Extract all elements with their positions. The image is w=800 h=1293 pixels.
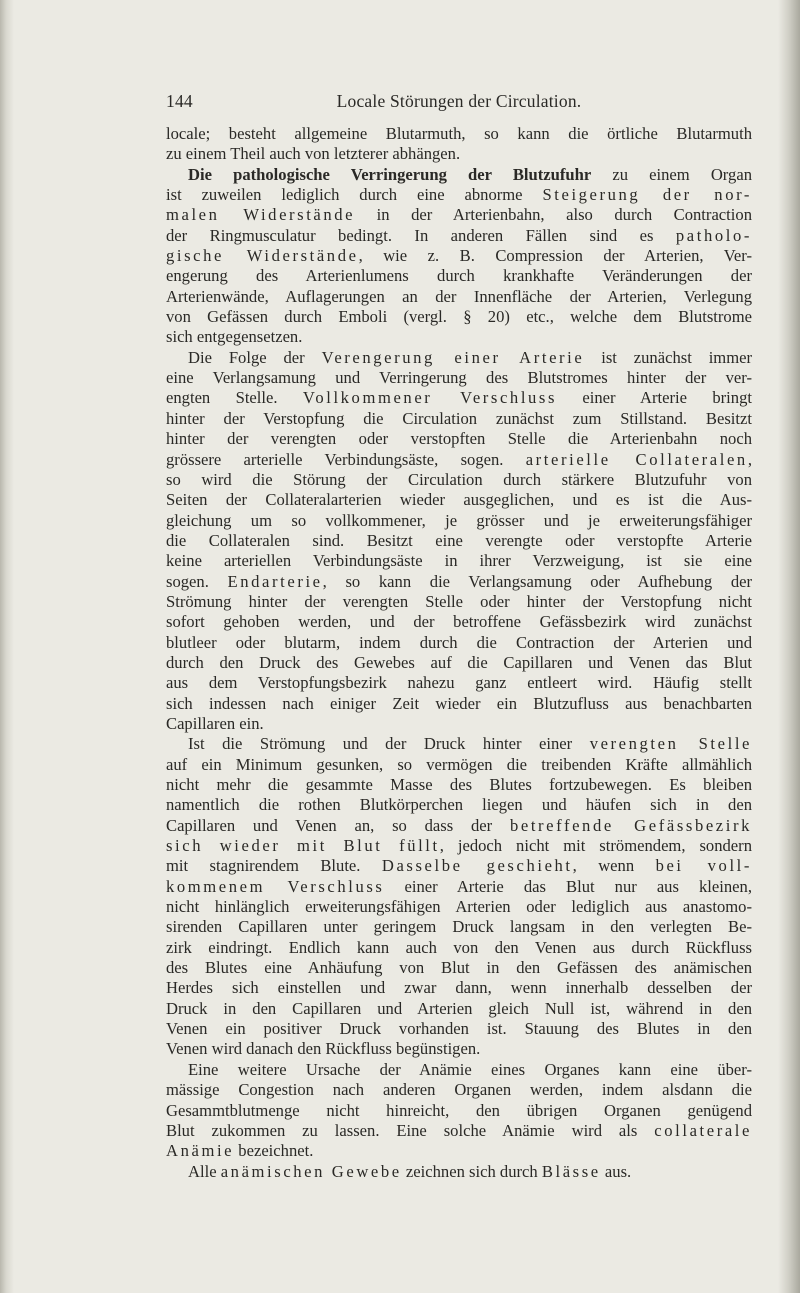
text-line <box>166 978 752 998</box>
text-line <box>166 653 752 673</box>
text-line <box>166 592 752 612</box>
text-line <box>166 144 752 164</box>
text-line <box>166 551 752 571</box>
spaced-emphasis: Verengerung einer Arterie <box>321 347 585 367</box>
text-line <box>166 917 752 937</box>
text-run: einer Arterie bringt <box>557 388 752 408</box>
text-run: zu einem Theil auch von letzterer abhängen. <box>166 144 461 164</box>
text-run: grössere arterielle Verbindungsäste, sogen. <box>166 449 526 469</box>
text-line <box>166 816 752 836</box>
spaced-emphasis: collaterale <box>654 1120 752 1140</box>
text-run: gleichung um so vollkommener, je grösser und je erweiterungsfähiger <box>166 510 752 530</box>
text-line <box>166 958 752 978</box>
text-line <box>166 531 752 551</box>
text-line <box>166 124 752 144</box>
text-run: in der Arterienbahn, also durch Contraction <box>355 205 752 225</box>
text-run: Herdes sich einstellen und zwar dann, wenn innerhalb desselben der <box>166 978 752 998</box>
text-line <box>166 633 752 653</box>
page-number: 144 <box>166 91 193 111</box>
text-line <box>166 572 752 592</box>
text-run: , jedoch nicht mit strömendem, sondern <box>439 836 752 856</box>
text-line <box>166 1162 752 1182</box>
text-line <box>166 388 752 408</box>
text-run: nicht hinlänglich erweiterungsfähigen Arterien oder lediglich aus anastomo- <box>166 897 752 917</box>
text-run: ist zunächst immer <box>584 347 752 367</box>
spaced-emphasis: Steigerung der nor- <box>542 185 752 205</box>
text-line <box>166 694 752 714</box>
text-line <box>166 734 752 754</box>
text-line <box>166 755 752 775</box>
spaced-emphasis: kommenem Verschluss <box>166 876 385 896</box>
spaced-emphasis: Endarterie <box>227 571 323 591</box>
text-line <box>166 266 752 286</box>
text-run: Arterienwände, Auflagerungen an der Innenfläche der Arterien, Verlegung <box>166 286 752 306</box>
text-line <box>166 938 752 958</box>
text-line <box>166 470 752 490</box>
body-text <box>166 124 752 1182</box>
text-run: aus dem Verstopfungsbezirk nahezu ganz entleert wird. Häufig stellt <box>166 673 752 693</box>
text-run: mässige Congestion nach anderen Organen werden, indem alsdann die <box>166 1080 752 1100</box>
text-line <box>166 1141 752 1161</box>
text-line <box>166 673 752 693</box>
text-line <box>166 877 752 897</box>
running-head <box>166 91 752 113</box>
text-run: Ist die Strömung und der Druck hinter einer <box>188 734 590 754</box>
spaced-emphasis: arterielle Collateralen <box>525 449 748 469</box>
text-run: so wird die Störung der Circulation durch stärkere Blutzufuhr von <box>166 469 752 489</box>
text-run: engten Stelle. <box>166 388 303 408</box>
text-run: des Blutes eine Anhäufung von Blut in den Gefässen des anämischen <box>166 958 752 978</box>
text-line <box>166 185 752 205</box>
text-line <box>166 1101 752 1121</box>
text-line <box>166 307 752 327</box>
text-run: , so kann die Verlangsamung oder Aufhebung der <box>322 571 752 591</box>
text-run: , wenn <box>572 856 656 876</box>
text-run: Venen ein positiver Druck vorhanden ist. Stauung des Blutes in den <box>166 1019 752 1039</box>
text-run: Eine weitere Ursache der Anämie eines Organes kann eine über- <box>188 1059 752 1079</box>
spaced-emphasis: bei voll- <box>655 856 752 876</box>
text-line <box>166 409 752 429</box>
text-run: bezeichnet. <box>234 1141 314 1161</box>
text-run: sich indessen nach einiger Zeit wieder ein Blutzufluss aus benachbarten <box>166 693 752 713</box>
spaced-emphasis: Blässe <box>541 1161 601 1181</box>
text-line <box>166 1080 752 1100</box>
text-run: die Collateralen sind. Besitzt eine verengte oder verstopfte Arterie <box>166 530 752 550</box>
text-run: blutleer oder blutarm, indem durch die Contraction der Arterien und <box>166 632 752 652</box>
text-run: keine arteriellen Verbindungsäste in ihrer Verzweigung, ist sie eine <box>166 551 752 571</box>
spaced-emphasis: sich wieder mit Blut füllt <box>166 836 440 856</box>
text-run: sirenden Capillaren unter geringem Druck langsam in den verlegten Be- <box>166 917 752 937</box>
text-line <box>166 612 752 632</box>
text-run: zu einem Organ <box>591 164 752 184</box>
text-run: Strömung hinter der verengten Stelle oder hinter der Verstopfung nicht <box>166 591 752 611</box>
text-run: sich entgegensetzen. <box>166 327 303 347</box>
text-run: Gesammtblutmenge nicht hinreicht, den übrigen Organen genügend <box>166 1100 752 1120</box>
text-line <box>166 999 752 1019</box>
bold-term: Die pathologische Verringerung der Blutzufuhr <box>188 164 592 184</box>
spaced-emphasis: malen Widerstände <box>166 205 356 225</box>
spaced-emphasis: patholo- <box>675 225 752 245</box>
text-line <box>166 246 752 266</box>
text-run: der Ringmusculatur bedingt. In anderen Fällen sind es <box>166 225 676 245</box>
text-run: Blut zukommen zu lassen. Eine solche Anämie wird als <box>166 1120 655 1140</box>
text-line <box>166 775 752 795</box>
text-line <box>166 1121 752 1141</box>
text-line <box>166 1060 752 1080</box>
spaced-emphasis: betreffende Gefässbezirk <box>509 815 752 835</box>
running-title: Locale Störungen der Circulation. <box>336 91 582 111</box>
text-run: aus. <box>600 1161 632 1181</box>
text-run: Capillaren ein. <box>166 713 264 733</box>
text-line <box>166 429 752 449</box>
text-run: auf ein Minimum gesunken, so vermögen die treibenden Kräfte allmählich <box>166 754 752 774</box>
text-run: Alle <box>188 1161 221 1181</box>
text-run: ist zuweilen lediglich durch eine abnorme <box>166 185 543 205</box>
text-run: locale; besteht allgemeine Blutarmuth, so kann die örtliche Blutarmuth <box>166 124 752 143</box>
text-line <box>166 1039 752 1059</box>
text-run: Venen wird danach den Rückfluss begünstigen. <box>166 1039 481 1059</box>
text-line <box>166 450 752 470</box>
text-run: sogen. <box>166 571 228 591</box>
text-run: hinter der verengten oder verstopften Stelle die Arterienbahn noch <box>166 429 752 449</box>
text-line <box>166 1019 752 1039</box>
text-line <box>166 368 752 388</box>
text-line <box>166 714 752 734</box>
spaced-emphasis: Vollkommener Verschluss <box>302 388 558 408</box>
text-run: nicht mehr die gesammte Masse des Blutes fortzubewegen. Es bleiben <box>166 775 752 794</box>
text-line <box>166 205 752 225</box>
text-line <box>166 836 752 856</box>
text-run: engerung des Arterienlumens durch krankhafte Veränderungen der <box>166 266 752 286</box>
text-line <box>166 165 752 185</box>
text-run: Druck in den Capillaren und Arterien gleich Null ist, während in den <box>166 998 752 1018</box>
text-run: zeichnen sich durch <box>401 1161 542 1181</box>
text-run: Seiten der Collateralarterien wieder ausgeglichen, und es ist die Aus- <box>166 490 752 510</box>
text-run: Capillaren und Venen an, so dass der <box>166 815 510 835</box>
text-run: hinter der Verstopfung die Circulation zunächst zum Stillstand. Besitzt <box>166 408 752 428</box>
text-line <box>166 348 752 368</box>
text-line <box>166 490 752 510</box>
text-run: , wie z. B. Compression der Arterien, Ver- <box>358 246 752 266</box>
text-line <box>166 856 752 876</box>
text-run: von Gefässen durch Emboli (vergl. § 20) etc., welche dem Blutstrome <box>166 307 752 327</box>
spaced-emphasis: Dasselbe geschieht <box>381 856 573 876</box>
text-run: eine Verlangsamung und Verringerung des Blutstromes hinter der ver- <box>166 368 752 388</box>
text-run: einer Arterie das Blut nur aus kleinen, <box>384 876 752 896</box>
text-run: durch den Druck des Gewebes auf die Capillaren und Venen das Blut <box>166 652 752 672</box>
text-line <box>166 287 752 307</box>
text-run: sofort gehoben werden, und der betroffene Gefässbezirk wird zunächst <box>166 612 752 632</box>
text-line <box>166 897 752 917</box>
text-line <box>166 511 752 531</box>
text-run: zirk eindringt. Endlich kann auch von den Venen aus durch Rückfluss <box>166 937 752 957</box>
text-run: mit stagnirendem Blute. <box>166 856 382 876</box>
spaced-emphasis: anämischen Gewebe <box>220 1161 402 1181</box>
spaced-emphasis: Anämie <box>166 1141 235 1161</box>
text-run: , <box>747 449 752 469</box>
text-line <box>166 226 752 246</box>
text-line <box>166 795 752 815</box>
text-line <box>166 327 752 347</box>
text-run: namentlich die rothen Blutkörperchen liegen und häufen sich in den <box>166 795 752 815</box>
spaced-emphasis: gische Widerstände <box>166 246 359 266</box>
text-run: Die Folge der <box>188 347 322 367</box>
spaced-emphasis: verengten Stelle <box>589 734 752 754</box>
